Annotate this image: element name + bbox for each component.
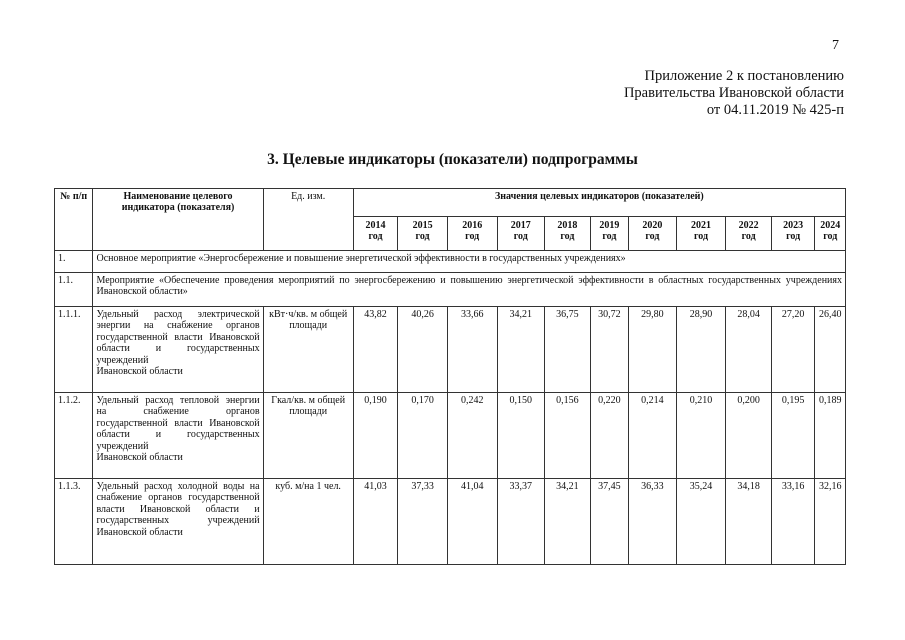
row-value: 41,04: [447, 479, 497, 565]
header-year-value: 2021: [691, 220, 712, 231]
indicator-name-text: Удельный расход электрической энергии на снабжение органов государственной власти Ивановской области и государственных учреждений: [96, 309, 260, 366]
header-year-suffix: год: [368, 231, 383, 243]
header-year-value: 2024: [820, 220, 841, 231]
indicator-name-tail: Ивановской области: [96, 526, 183, 538]
header-year: [815, 217, 846, 251]
document-title: 3. Целевые индикаторы (показатели) подпрограммы: [267, 151, 638, 168]
header-year-suffix: год: [465, 231, 480, 243]
header-values: Значения целевых индикаторов (показателей): [353, 189, 845, 217]
header-year-suffix: год: [823, 231, 838, 243]
table-row: [55, 393, 846, 479]
row-value: 0,150: [497, 393, 545, 479]
row-value: 0,210: [676, 393, 726, 479]
section-1-text: Основное мероприятие «Энергосбережение и повышение энергетической эффективности в государственных учреждениях»: [93, 251, 846, 273]
row-value: 28,04: [726, 307, 772, 393]
section-1-1-num: 1.1.: [55, 273, 93, 307]
page-number: 7: [832, 38, 839, 53]
indicator-name-tail: Ивановской области: [96, 452, 183, 464]
header-year: [545, 217, 591, 251]
row-value: 34,18: [726, 479, 772, 565]
row-value: 0,189: [815, 393, 846, 479]
row-value: 35,24: [676, 479, 726, 565]
row-value: 26,40: [815, 307, 846, 393]
indicator-name-tail: Ивановской области: [96, 366, 183, 378]
appendix-line-1: Приложение 2 к постановлению: [644, 68, 844, 84]
row-indicator-name: [93, 307, 263, 393]
header-name: Наименование целевого индикатора (показателя): [93, 189, 263, 251]
header-year-value: 2018: [557, 220, 578, 231]
row-num: 1.1.2.: [55, 393, 93, 479]
appendix-line-3: от 04.11.2019 № 425-п: [706, 102, 844, 118]
header-year: [497, 217, 545, 251]
header-year: [771, 217, 815, 251]
row-value: 43,82: [353, 307, 398, 393]
appendix-line-2: Правительства Ивановской области: [623, 85, 844, 101]
header-year: [629, 217, 677, 251]
header-year: [590, 217, 628, 251]
appendix-header: [624, 68, 844, 119]
header-year-value: 2023: [783, 220, 804, 231]
indicator-name-text: Удельный расход тепловой энергии на снабжение органов государственной власти Ивановской области и государственных учреждений: [96, 395, 260, 452]
header-year-value: 2019: [599, 220, 620, 231]
header-year-suffix: год: [602, 231, 617, 243]
header-year: [447, 217, 497, 251]
row-value: 0,195: [771, 393, 815, 479]
header-year: [676, 217, 726, 251]
header-year-suffix: год: [513, 231, 528, 243]
row-value: 27,20: [771, 307, 815, 393]
row-indicator-name: [93, 393, 263, 479]
row-num: 1.1.3.: [55, 479, 93, 565]
row-value: 34,21: [497, 307, 545, 393]
row-value: 28,90: [676, 307, 726, 393]
row-value: 36,75: [545, 307, 591, 393]
row-value: 29,80: [629, 307, 677, 393]
header-year: [353, 217, 398, 251]
header-year-suffix: год: [693, 231, 709, 243]
header-year-suffix: год: [786, 231, 801, 243]
row-unit: Гкал/кв. м общей площади: [263, 393, 353, 479]
row-value: 36,33: [629, 479, 677, 565]
section-1-num: 1.: [55, 251, 93, 273]
row-value: 0,170: [398, 393, 448, 479]
header-num: № п/п: [55, 189, 93, 251]
row-value: 0,242: [447, 393, 497, 479]
header-year-suffix: год: [560, 231, 575, 243]
header-year-value: 2022: [738, 220, 759, 231]
table-row: [55, 307, 846, 393]
row-value: 37,45: [590, 479, 628, 565]
header-year: [398, 217, 448, 251]
row-value: 41,03: [353, 479, 398, 565]
header-year-value: 2017: [510, 220, 531, 231]
row-num: 1.1.1.: [55, 307, 93, 393]
row-value: 33,16: [771, 479, 815, 565]
header-year-value: 2016: [462, 220, 483, 231]
row-value: 0,220: [590, 393, 628, 479]
row-value: 40,26: [398, 307, 448, 393]
row-value: 34,21: [545, 479, 591, 565]
header-unit: Ед. изм.: [263, 189, 353, 251]
header-year-value: 2015: [412, 220, 433, 231]
header-year-suffix: год: [645, 231, 660, 243]
table-row: [55, 479, 846, 565]
row-unit: кВт·ч/кв. м общей площади: [263, 307, 353, 393]
indicator-name-text: Удельный расход холодной воды на снабжение органов государственной власти Ивановской области и государственных учреждений: [96, 481, 260, 527]
row-value: 0,156: [545, 393, 591, 479]
header-year: [726, 217, 772, 251]
header-year-value: 2020: [642, 220, 663, 231]
header-year-value: 2014: [365, 220, 386, 231]
section-1-1-text: Мероприятие «Обеспечение проведения мероприятий по энергосбережению и повышению энергетической эффективности в областных государственных учреждениях Ивановской области»: [93, 273, 846, 307]
row-value: 0,214: [629, 393, 677, 479]
row-value: 37,33: [398, 479, 448, 565]
row-value: 0,190: [353, 393, 398, 479]
row-unit: куб. м/на 1 чел.: [263, 479, 353, 565]
row-value: 32,16: [815, 479, 846, 565]
indicators-table: [54, 188, 846, 565]
row-value: 33,37: [497, 479, 545, 565]
header-year-suffix: год: [415, 231, 430, 243]
row-indicator-name: [93, 479, 263, 565]
row-value: 0,200: [726, 393, 772, 479]
header-year-suffix: год: [741, 231, 756, 243]
row-value: 33,66: [447, 307, 497, 393]
row-value: 30,72: [590, 307, 628, 393]
